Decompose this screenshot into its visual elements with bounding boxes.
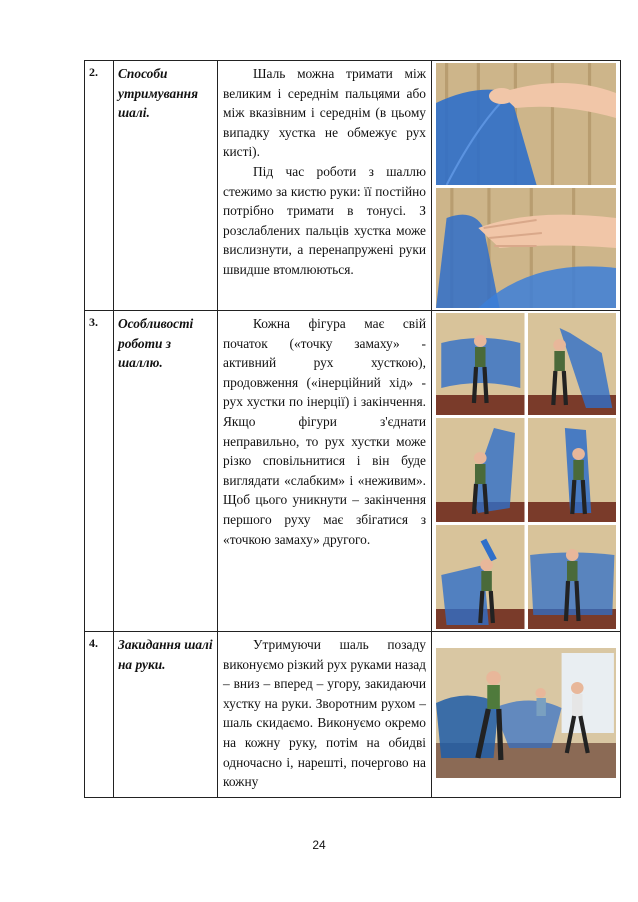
photo-cell [432,311,621,632]
page-number: 24 [312,838,326,852]
row-description [218,632,432,798]
photo-cell [432,632,621,798]
photo-group-dance [436,648,616,778]
photo-grid [436,313,616,629]
photo-dancer-2 [528,313,617,415]
table-row [85,632,621,798]
row-title: Закидання шалі на руки. [114,632,218,798]
photo-dancer-6 [528,525,617,629]
row-number: 4. [85,632,114,798]
row-title: Способи утримування шалі. [114,61,218,311]
photo-holding-shawl-1 [436,63,616,185]
row-description [218,61,432,311]
photo-dancer-3 [436,418,525,522]
photo-cell [432,61,621,311]
table-row [85,311,621,632]
row-title: Особливості роботи з шаллю. [114,311,218,632]
row-number: 3. [85,311,114,632]
photo-dancer-5 [436,525,525,629]
content-table [84,60,621,798]
photo-holding-shawl-2 [436,188,616,308]
row-description [218,311,432,632]
paragraph: Кожна фігура має свій початок («точку замаху» - активний рух хусткою), продовження («інерційний хід» - рух хустки по інерції) і закінчення. Якщо фігури з'єднати неправильно, то рух хустки може різко сповільнитися і він буде виглядати «слабким» і «неживим». Щоб цього уникнути – закінчення першого руху має збігатися з «точкою замаху» другого. [223,316,426,547]
row-number: 2. [85,61,114,311]
photo-dancer-1 [436,313,525,415]
table-row [85,61,621,311]
photo-dancer-4 [528,418,617,522]
paragraph: Шаль можна тримати між великим і середнім пальцями або між вказівним і середнім (в цьому випадку хустка не обмежує рух кисті). [223,66,426,160]
paragraph: Під час роботи з шаллю стежимо за кистю руки: її постійно потрібно тримати в тонусі. З розслаблених пальців хустка може вислизнути, а перенапружені руки швидше втомлюються. [223,163,426,277]
paragraph: Утримуючи шаль позаду виконуємо різкий рух руками назад – вниз – вперед – угору, закидаючи хустку на руки. Зворотним рухом – шаль скидаємо. Виконуємо окремо на кожну руку, потім на обидві одночасно і, нарешті, почергово на кожну [223,637,426,790]
